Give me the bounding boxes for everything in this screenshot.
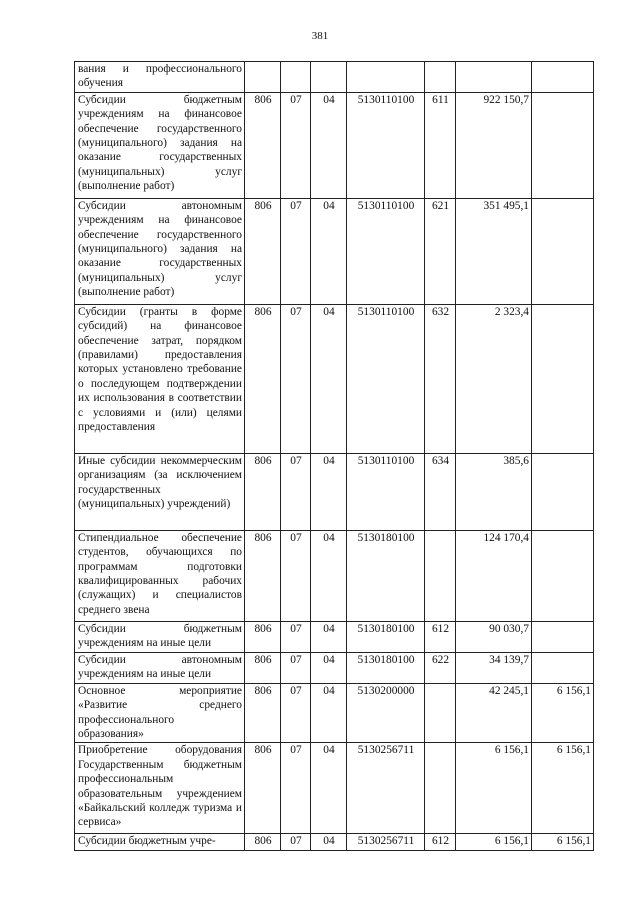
amount-total: 6 156,1 <box>456 743 532 834</box>
expense-type-code: 634 <box>425 453 456 530</box>
target-article-code <box>347 62 425 93</box>
row-description: Субсидии бюджетным учреждениям на иные цели <box>75 621 245 652</box>
subsection-code: 04 <box>311 453 347 530</box>
amount-federal: 6 156,1 <box>532 683 594 743</box>
row-description: Субсидии автономным учреждениям на иные цели <box>75 652 245 683</box>
amount-federal: 6 156,1 <box>532 834 594 851</box>
amount-federal <box>532 530 594 621</box>
table-row <box>75 92 594 198</box>
table-row <box>75 453 594 530</box>
section-code: 07 <box>281 453 311 530</box>
amount-total: 385,6 <box>456 453 532 530</box>
subsection-code: 04 <box>311 652 347 683</box>
subsection-code: 04 <box>311 304 347 453</box>
table-row <box>75 621 594 652</box>
expense-type-code: 612 <box>425 621 456 652</box>
ministry-code: 806 <box>245 530 281 621</box>
section-code: 07 <box>281 621 311 652</box>
expense-type-code <box>425 530 456 621</box>
section-code: 07 <box>281 834 311 851</box>
row-description: Приобретение оборудования Государственным бюджетным профессиональным образовательным учреждением «Байкальский колледж туризма и сервиса» <box>75 743 245 834</box>
row-description: Основное мероприятие «Развитие среднего профессионального образования» <box>75 683 245 743</box>
section-code: 07 <box>281 530 311 621</box>
expense-type-code <box>425 683 456 743</box>
amount-total: 922 150,7 <box>456 92 532 198</box>
subsection-code <box>311 62 347 93</box>
expense-type-code: 632 <box>425 304 456 453</box>
section-code: 07 <box>281 743 311 834</box>
expense-type-code <box>425 62 456 93</box>
amount-federal: 6 156,1 <box>532 743 594 834</box>
section-code: 07 <box>281 652 311 683</box>
ministry-code: 806 <box>245 652 281 683</box>
row-description: Субсидии бюджетным учре- <box>75 834 245 851</box>
section-code <box>281 62 311 93</box>
target-article-code: 5130180100 <box>347 530 425 621</box>
subsection-code: 04 <box>311 92 347 198</box>
expense-type-code: 611 <box>425 92 456 198</box>
target-article-code: 5130180100 <box>347 652 425 683</box>
target-article-code: 5130110100 <box>347 198 425 304</box>
target-article-code: 5130256711 <box>347 743 425 834</box>
table-row <box>75 304 594 453</box>
section-code: 07 <box>281 198 311 304</box>
subsection-code: 04 <box>311 198 347 304</box>
amount-total: 90 030,7 <box>456 621 532 652</box>
ministry-code: 806 <box>245 453 281 530</box>
row-description: вания и профессионального обучения <box>75 62 245 93</box>
subsection-code: 04 <box>311 834 347 851</box>
target-article-code: 5130110100 <box>347 453 425 530</box>
ministry-code: 806 <box>245 834 281 851</box>
table-row <box>75 652 594 683</box>
amount-federal <box>532 198 594 304</box>
section-code: 07 <box>281 683 311 743</box>
ministry-code: 806 <box>245 743 281 834</box>
amount-federal <box>532 92 594 198</box>
expense-type-code: 612 <box>425 834 456 851</box>
row-description: Субсидии (гранты в форме субсидий) на финансовое обеспечение затрат, порядком (правилами) предоставления которых установлено требование о последующем подтверждении их использования в соответствии с условиями и (или) целями предоставления <box>75 304 245 453</box>
row-description: Иные субсидии некоммерческим организациям (за исключением государственных (муниципальных) учреждений) <box>75 453 245 530</box>
row-description: Субсидии автономным учреждениям на финансовое обеспечение государственного (муниципального) задания на оказание государственных (муниципальных) услуг (выполнение работ) <box>75 198 245 304</box>
table-row <box>75 198 594 304</box>
ministry-code: 806 <box>245 621 281 652</box>
amount-total: 351 495,1 <box>456 198 532 304</box>
target-article-code: 5130180100 <box>347 621 425 652</box>
amount-total: 2 323,4 <box>456 304 532 453</box>
section-code: 07 <box>281 92 311 198</box>
page-number: 381 <box>311 30 329 42</box>
ministry-code <box>245 62 281 93</box>
target-article-code: 5130256711 <box>347 834 425 851</box>
amount-federal <box>532 453 594 530</box>
amount-total: 42 245,1 <box>456 683 532 743</box>
amount-total: 34 139,7 <box>456 652 532 683</box>
table-row <box>75 530 594 621</box>
row-description: Субсидии бюджетным учреждениям на финансовое обеспечение государственного (муниципального) задания на оказание государственных (муниципальных) услуг (выполнение работ) <box>75 92 245 198</box>
amount-total <box>456 62 532 93</box>
amount-federal <box>532 621 594 652</box>
amount-federal <box>532 652 594 683</box>
amount-federal <box>532 304 594 453</box>
table-row <box>75 743 594 834</box>
expense-type-code: 622 <box>425 652 456 683</box>
amount-total: 124 170,4 <box>456 530 532 621</box>
subsection-code: 04 <box>311 530 347 621</box>
ministry-code: 806 <box>245 304 281 453</box>
table-row <box>75 834 594 851</box>
amount-federal <box>532 62 594 93</box>
target-article-code: 5130110100 <box>347 304 425 453</box>
target-article-code: 5130200000 <box>347 683 425 743</box>
expense-type-code: 621 <box>425 198 456 304</box>
section-code: 07 <box>281 304 311 453</box>
ministry-code: 806 <box>245 198 281 304</box>
expense-type-code <box>425 743 456 834</box>
row-description: Стипендиальное обеспечение студентов, обучающихся по программам подготовки квалифицированных рабочих (служащих) и специалистов среднего звена <box>75 530 245 621</box>
target-article-code: 5130110100 <box>347 92 425 198</box>
ministry-code: 806 <box>245 683 281 743</box>
amount-total: 6 156,1 <box>456 834 532 851</box>
table-row <box>75 62 594 93</box>
budget-table <box>74 61 594 851</box>
ministry-code: 806 <box>245 92 281 198</box>
table-row <box>75 683 594 743</box>
subsection-code: 04 <box>311 743 347 834</box>
subsection-code: 04 <box>311 683 347 743</box>
subsection-code: 04 <box>311 621 347 652</box>
